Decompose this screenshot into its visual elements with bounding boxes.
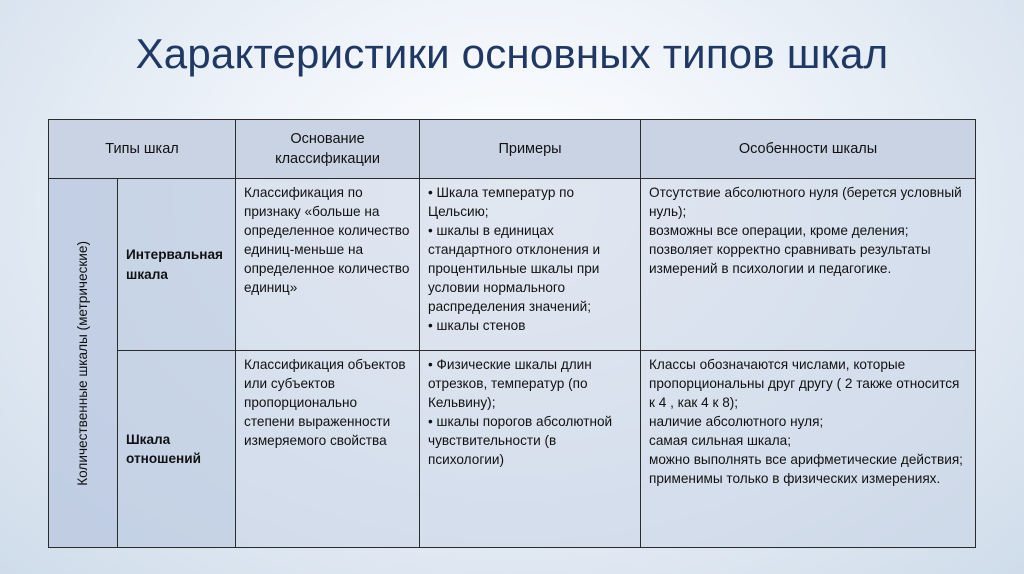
header-types: Типы шкал bbox=[49, 120, 236, 179]
feature-item: Классы обозначаются числами, которые пропорциональны друг другу ( 2 также относится к 4 , как 4 к 8); bbox=[649, 357, 960, 411]
example-item: • Физические шкалы длин отрезков, температур (по Кельвину); bbox=[428, 357, 592, 411]
slide-title: Характеристики основных типов шкал bbox=[135, 30, 889, 77]
scale-name-ratio: Шкала отношений bbox=[118, 351, 236, 548]
category-label: Количественные шкалы (метрические) bbox=[75, 240, 91, 486]
scale-name-interval: Интервальная шкала bbox=[118, 179, 236, 351]
basis-interval: Классификация по признаку «больше на определенное количество единиц-меньше на определенное количество единиц» bbox=[236, 179, 420, 351]
features-interval bbox=[641, 179, 976, 351]
feature-item: самая сильная шкала; bbox=[649, 433, 792, 449]
feature-item: применимы только в физических измерениях. bbox=[649, 471, 941, 487]
header-basis: Основание классификации bbox=[236, 120, 420, 179]
feature-item: можно выполнять все арифметические действия; bbox=[649, 452, 963, 468]
features-ratio bbox=[641, 351, 976, 548]
example-item: • шкалы порогов абсолютной чувствительности (в психологии) bbox=[428, 414, 613, 468]
header-examples: Примеры bbox=[420, 120, 641, 179]
example-item: • шкалы стенов bbox=[428, 318, 526, 334]
header-row bbox=[49, 120, 976, 179]
example-item: • шкалы в единицах стандартного отклонения и процентильные шкалы при условии нормального распределения значений; bbox=[428, 223, 601, 315]
basis-ratio: Классификация объектов или субъектов пропорционально степени выраженности измеряемого свойства bbox=[236, 351, 420, 548]
header-features: Особенности шкалы bbox=[641, 120, 976, 179]
examples-interval bbox=[420, 179, 641, 351]
feature-item: наличие абсолютного нуля; bbox=[649, 414, 824, 430]
table-row-interval bbox=[49, 179, 976, 351]
table-row-ratio bbox=[49, 351, 976, 548]
feature-item: возможны все операции, кроме деления; bbox=[649, 223, 909, 239]
scales-table bbox=[48, 119, 976, 548]
feature-item: позволяет корректно сравнивать результаты измерений в психологии и педагогике. bbox=[649, 242, 931, 277]
feature-item: Отсутствие абсолютного нуля (берется условный нуль); bbox=[649, 185, 962, 220]
examples-ratio bbox=[420, 351, 641, 548]
example-item: • Шкала температур по Цельсию; bbox=[428, 185, 575, 220]
category-cell bbox=[49, 179, 118, 548]
